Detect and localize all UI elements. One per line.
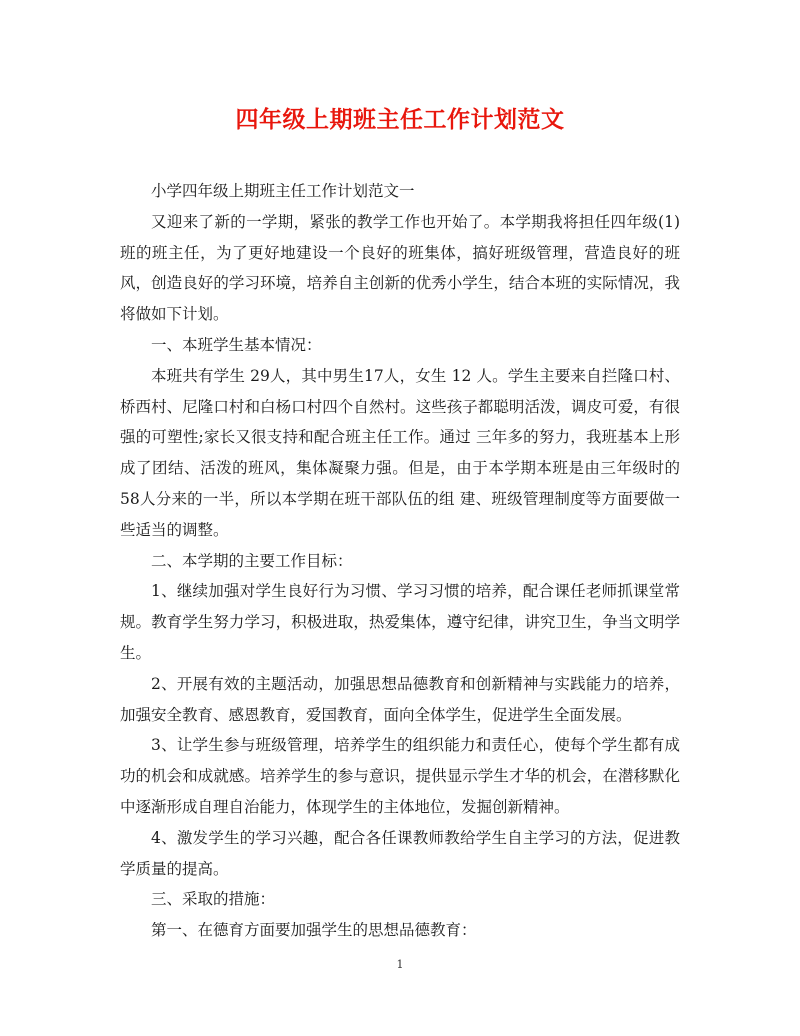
document-body [120,176,680,946]
paragraph-subtitle: 小学四年级上期班主任工作计划范文一 [151,182,415,200]
section-heading-2: 二、本学期的主要工作目标： [151,551,353,570]
section-heading-1: 一、本班学生基本情况： [151,335,322,354]
document-title: 四年级上期班主任工作计划范文 [235,106,565,133]
paragraph-goal-2: 2、开展有效的主题活动，加强思想品德教育和创新精神与实践能力的培养，加强安全教育、感恩教育，爱国教育，面向全体学生，促进学生全面发展。 [120,674,680,724]
paragraph-intro: 又迎来了新的一学期，紧张的教学工作也开始了。本学期我将担任四年级(1)班的班主任，为了更好地建设一个良好的班集体，搞好班级管理，营造良好的班风，创造良好的学习环境，培养自主创新的优秀小学生，结合本班的实际情况，我将做如下计划。 [120,212,680,324]
page-number: 1 [396,958,404,971]
section-heading-3: 三、采取的措施： [151,890,276,909]
paragraph-goal-1: 1、继续加强对学生良好行为习惯、学习习惯的培养，配合课任老师抓课堂常规。教育学生努力学习，积极进取，热爱集体，遵守纪律，讲究卫生，争当文明学生。 [120,582,680,662]
paragraph-class-situation: 本班共有学生 29人，其中男生17人，女生 12 人。学生主要来自拦隆口村、桥西村、尼隆口村和白杨口村四个自然村。这些孩子都聪明活泼，调皮可爱，有很强的可塑性;家长又很支持和配合班主任工作。通过 三年多的努力，我班基本上形成了团结、活泼的班风，集体凝聚力强。但是，由于本学期本班是由三年级时的58人分来的一半，所以本学期在班干部队伍的组 建、班级管理制度等方面要做一些适当的调整。 [120,366,680,539]
paragraph-goal-4: 4、激发学生的学习兴趣，配合各任课教师教给学生自主学习的方法，促进教学质量的提高。 [120,828,680,878]
paragraph-goal-3: 3、让学生参与班级管理，培养学生的组织能力和责任心，使每个学生都有成功的机会和成就感。培养学生的参与意识，提供显示学生才华的机会，在潜移默化中逐渐形成自理自治能力，体现学生的主体地位，发掘创新精神。 [120,736,680,816]
paragraph-measure-1: 第一、在德育方面要加强学生的思想品德教育： [151,921,477,940]
